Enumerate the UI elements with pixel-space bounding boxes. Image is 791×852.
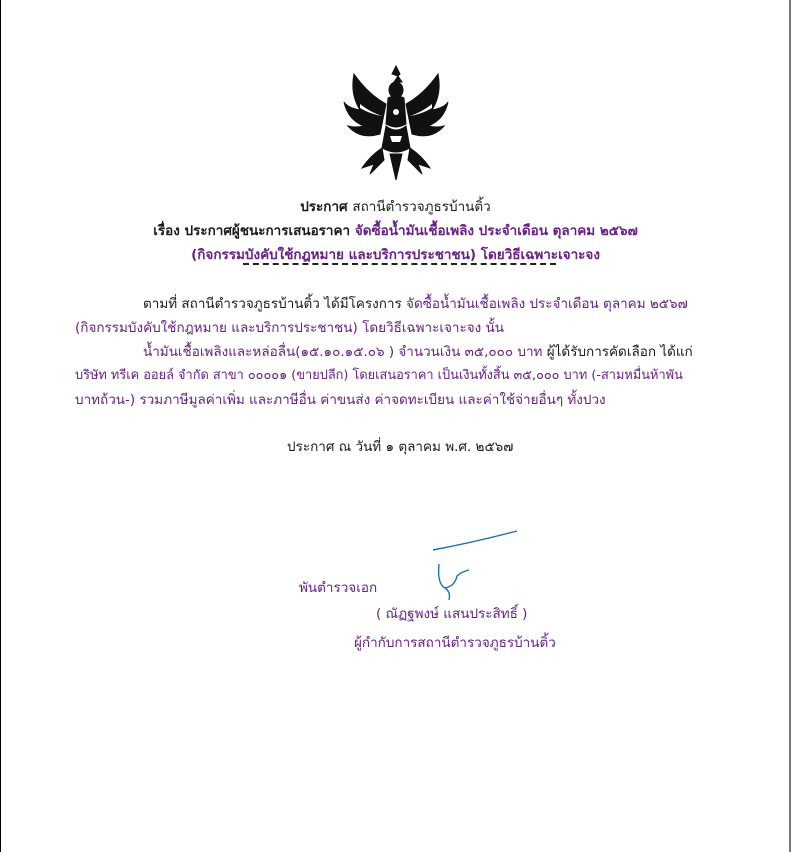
paragraph-2-line-1 [143,342,693,362]
announcement-subject [0,221,791,241]
subject-prefix: ประกาศผู้ชนะการเสนอราคา [184,223,351,239]
page-left-border [0,0,1,852]
announcement-date: ประกาศ ณ วันที่ ๑ ตุลาคม พ.ศ. ๒๕๖๗ [287,439,514,455]
title-label: ประกาศ [300,199,348,215]
paragraph-1-prefix: ตามที่ สถานีตำรวจภูธรบ้านติ้ว ได้มีโครงการ [143,296,402,312]
subject-label: เรื่อง [153,223,180,239]
subject-item: จัดซื้อน้ำมันเชื้อเพลิง ประจำเดือน ตุลาคม ๒๕๖๗ [354,223,638,239]
signer-name: ( ณัฏฐพงษ์ แสนประสิทธิ์ ) [376,606,528,622]
signer-position: ผู้กำกับการสถานีตำรวจภูธรบ้านติ้ว [354,635,556,651]
signer-rank: พันตำรวจเอก [299,580,378,596]
paragraph-1-line-2: (กิจกรรมบังคับใช้กฎหมาย และบริการประชาชน) โดยวิธีเฉพาะเจาะจง นั้น [75,320,504,336]
paragraph-2-rest: ผู้ได้รับการคัดเลือก ได้แก่ [546,344,693,360]
signature-mark [425,528,525,604]
garuda-emblem-icon [340,64,452,182]
paragraph-1-line-1 [143,294,688,314]
paragraph-3-line-2: บาทถ้วน-) รวมภาษีมูลค่าเพิ่ม และภาษีอื่น ค่าขนส่ง ค่าจดทะเบียน และค่าใช้จ่ายอื่นๆ ทั้งปวง [75,392,606,408]
announcement-title [0,197,791,217]
separator-line [243,263,556,267]
paragraph-3-line-1: บริษัท ทรีเค ออยล์ จำกัด สาขา ๐๐๐๐๑ (ขายปลีก) โดยเสนอราคา เป็นเงินทั้งสิ้น ๓๕,๐๐๐ บาท (-สามหมื่นห้าพัน [75,368,683,383]
paragraph-1-item: จัดซื้อน้ำมันเชื้อเพลิง ประจำเดือน ตุลาคม ๒๕๖๗ [406,296,688,312]
title-organization: สถานีตำรวจภูธรบ้านติ้ว [352,199,491,215]
paragraph-2-item: น้ำมันเชื้อเพลิงและหล่อลื่น(๑๕.๑๐.๑๕.๐๖ ) จำนวนเงิน ๓๕,๐๐๐ บาท [143,344,543,360]
subject-line-2: (กิจกรรมบังคับใช้กฎหมาย และบริการประชาชน) โดยวิธีเฉพาะเจาะจง [191,247,600,263]
